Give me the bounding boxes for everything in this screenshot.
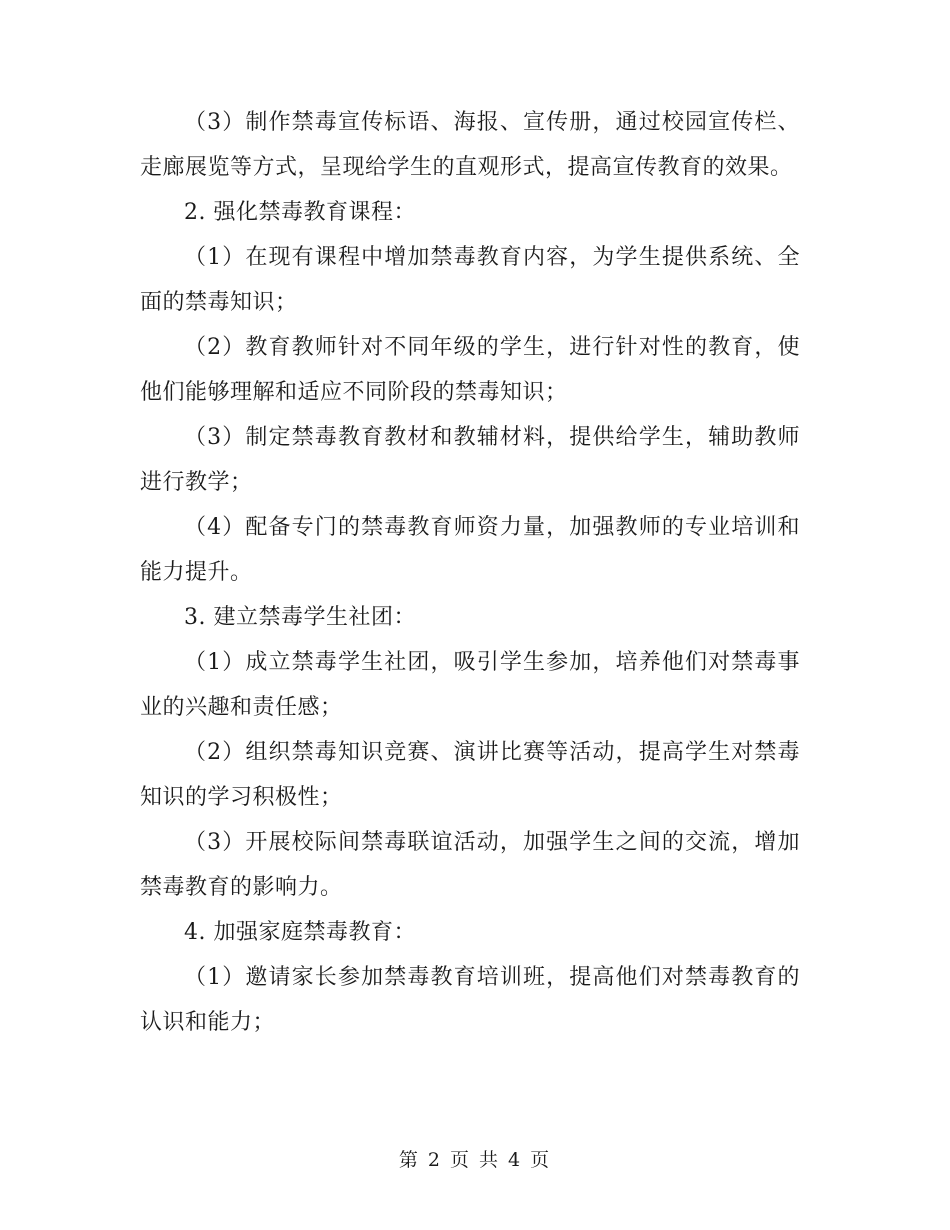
document-body [140,100,800,1045]
section-heading: 4. 加强家庭禁毒教育： [184,920,416,945]
paragraph: （1）成立禁毒学生社团，吸引学生参加，培养他们对禁毒事业的兴趣和责任感； [140,650,800,720]
section-heading: 2. 强化禁毒教育课程： [184,200,416,225]
page-number-footer: 第 2 页 共 4 页 [398,1149,552,1171]
section-heading: 3. 建立禁毒学生社团： [184,605,416,630]
paragraph: （1）在现有课程中增加禁毒教育内容，为学生提供系统、全面的禁毒知识； [140,245,800,315]
paragraph: （2）教育教师针对不同年级的学生，进行针对性的教育，使他们能够理解和适应不同阶段的禁毒知识； [140,335,800,405]
paragraph: （4）配备专门的禁毒教育师资力量，加强教师的专业培训和能力提升。 [140,515,800,585]
paragraph: （3）制定禁毒教育教材和教辅材料，提供给学生，辅助教师进行教学； [140,425,800,495]
paragraph: （2）组织禁毒知识竞赛、演讲比赛等活动，提高学生对禁毒知识的学习积极性； [140,740,800,810]
paragraph: （3）开展校际间禁毒联谊活动，加强学生之间的交流，增加禁毒教育的影响力。 [140,830,800,900]
paragraph: （1）邀请家长参加禁毒教育培训班，提高他们对禁毒教育的认识和能力； [140,965,800,1035]
paragraph: （3）制作禁毒宣传标语、海报、宣传册，通过校园宣传栏、走廊展览等方式，呈现给学生的直观形式，提高宣传教育的效果。 [140,110,800,180]
